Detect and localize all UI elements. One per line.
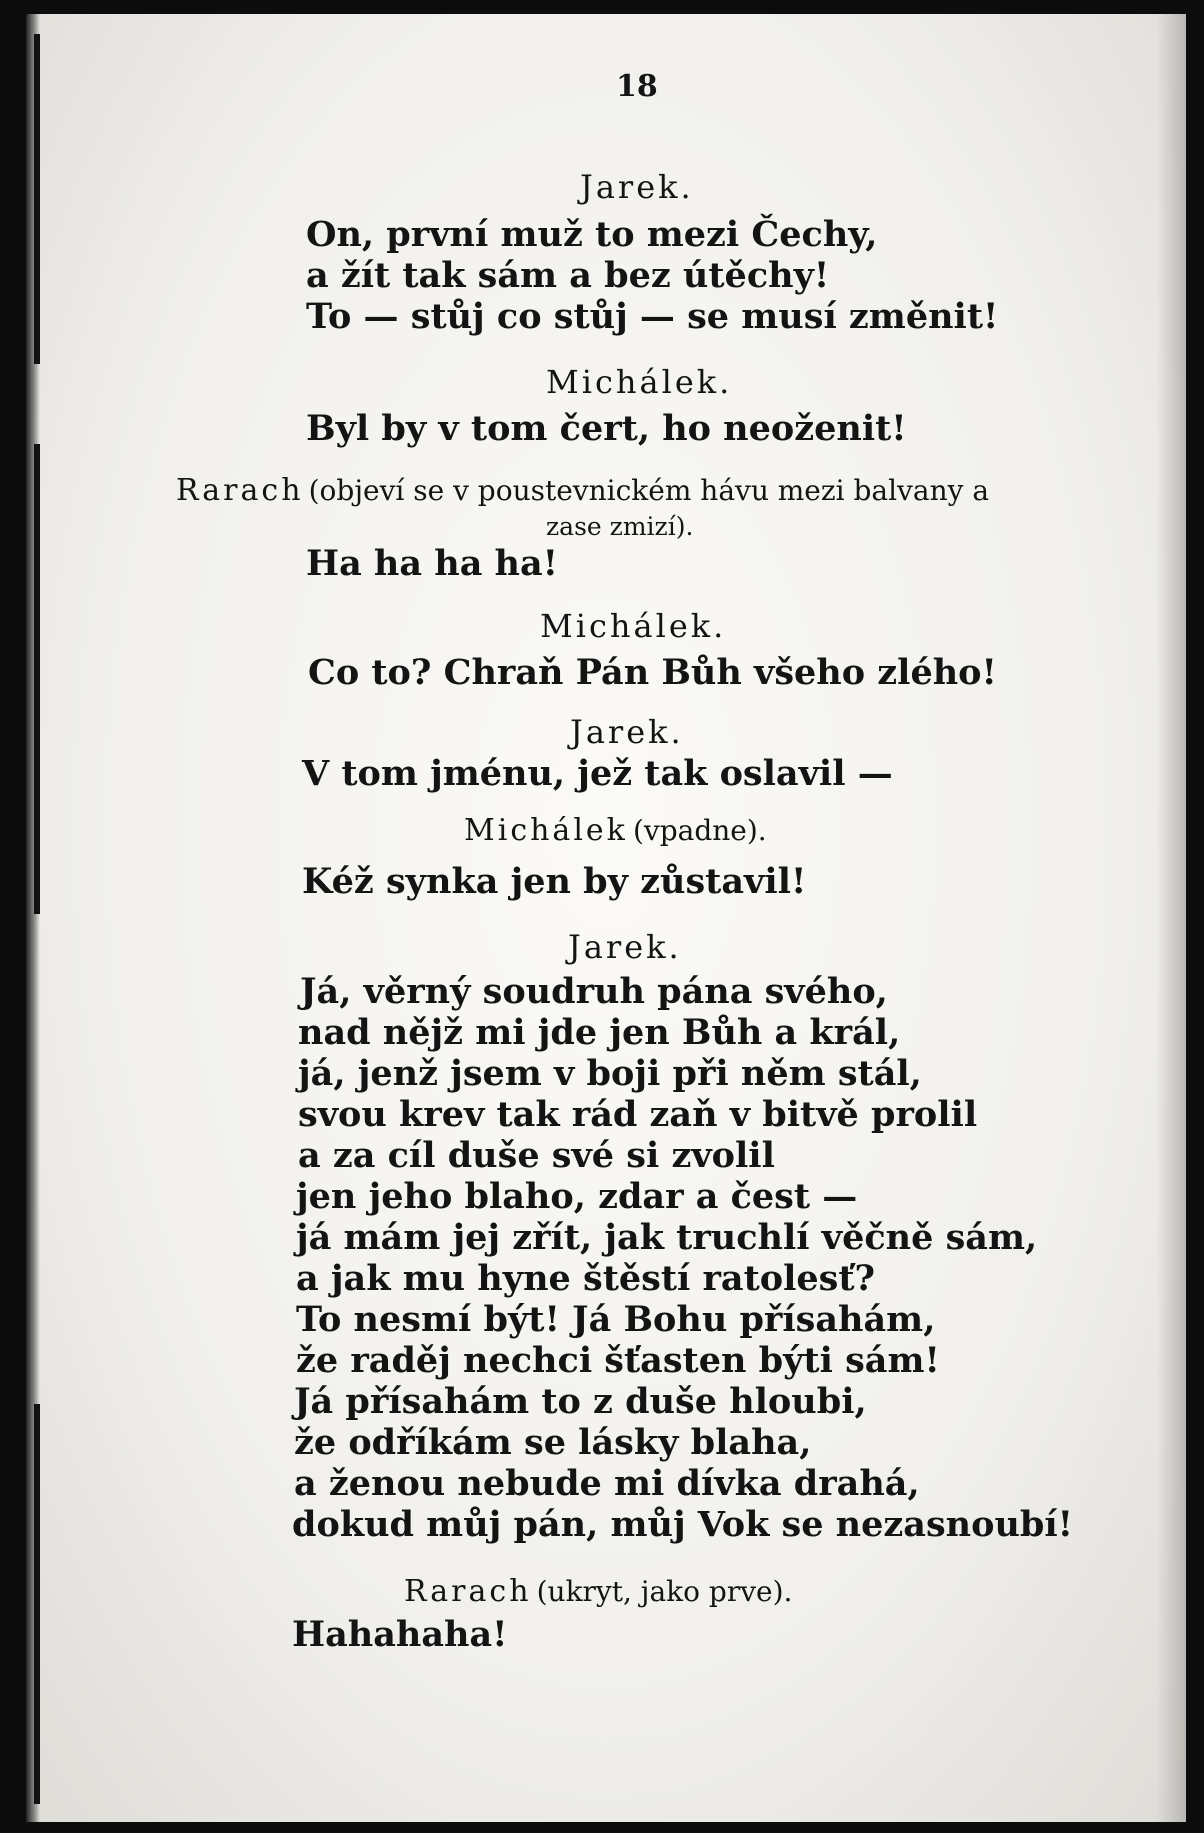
binding-mark	[34, 444, 40, 914]
verse-line: já mám jej zřít, jak truchlí věčně sám,	[296, 1217, 1038, 1258]
verse-line: Kéž synka jen by zůstavil!	[302, 861, 807, 902]
verse-line: Ha ha ha ha!	[306, 543, 559, 584]
verse-line: a žít tak sám a bez útěchy!	[306, 255, 830, 296]
direction-text: (ukryt, jako prve).	[536, 1575, 793, 1608]
book-page	[26, 14, 1186, 1822]
verse-line: že odříkám se lásky blaha,	[294, 1422, 812, 1463]
verse-line: To — stůj co stůj — se musí změnit!	[306, 296, 999, 337]
verse-line: že raděj nechci šťasten býti sám!	[296, 1340, 940, 1381]
direction-text: (objeví se v poustevnickém hávu mezi balvany a	[308, 474, 990, 507]
verse-line: já, jenž jsem v boji při něm stál,	[298, 1053, 922, 1094]
verse-line: Byl by v tom čert, ho neoženit!	[306, 408, 907, 449]
speaker-name: Jarek.	[580, 168, 694, 206]
page-right-edge-shadow	[1156, 14, 1186, 1822]
verse-line: svou krev tak rád zaň v bitvě prolil	[298, 1094, 978, 1135]
speaker-name: Jarek.	[568, 928, 682, 966]
verse-line: dokud můj pán, můj Vok se nezasnoubí!	[292, 1504, 1074, 1545]
speaker-name: Jarek.	[570, 713, 684, 751]
stage-direction	[176, 473, 990, 508]
verse-line: To nesmí být! Já Bohu přísahám,	[296, 1299, 936, 1340]
speaker-name: Rarach	[176, 473, 304, 508]
verse-line: a za cíl duše své si zvolil	[298, 1135, 775, 1176]
binding-mark	[34, 1404, 40, 1804]
stage-direction	[404, 1574, 793, 1609]
speaker-name: Michálek.	[546, 363, 733, 401]
direction-text: zase zmizí).	[546, 512, 694, 541]
verse-line: jen jeho blaho, zdar a čest —	[296, 1176, 858, 1217]
verse-line: nad nějž mi jde jen Bůh a král,	[298, 1012, 901, 1053]
verse-line: Já, věrný soudruh pána svého,	[300, 971, 888, 1012]
verse-line: Co to? Chraň Pán Bůh všeho zlého!	[308, 652, 997, 693]
direction-text: (vpadne).	[632, 814, 767, 847]
verse-line: V tom jménu, jež tak oslavil —	[302, 753, 893, 794]
binding-mark	[34, 34, 40, 364]
verse-line: Hahahaha!	[292, 1614, 508, 1655]
verse-line: On, první muž to mezi Čechy,	[306, 214, 878, 255]
speaker-name: Michálek	[464, 813, 628, 848]
verse-line: Já přísahám to z duše hloubi,	[294, 1381, 867, 1422]
speaker-name: Michálek.	[540, 607, 727, 645]
verse-line: a ženou nebude mi dívka drahá,	[294, 1463, 920, 1504]
page-number: 18	[616, 69, 658, 104]
speaker-name: Rarach	[404, 1574, 532, 1609]
verse-line: a jak mu hyne štěstí ratolesť?	[296, 1258, 876, 1299]
stage-direction	[464, 813, 767, 848]
